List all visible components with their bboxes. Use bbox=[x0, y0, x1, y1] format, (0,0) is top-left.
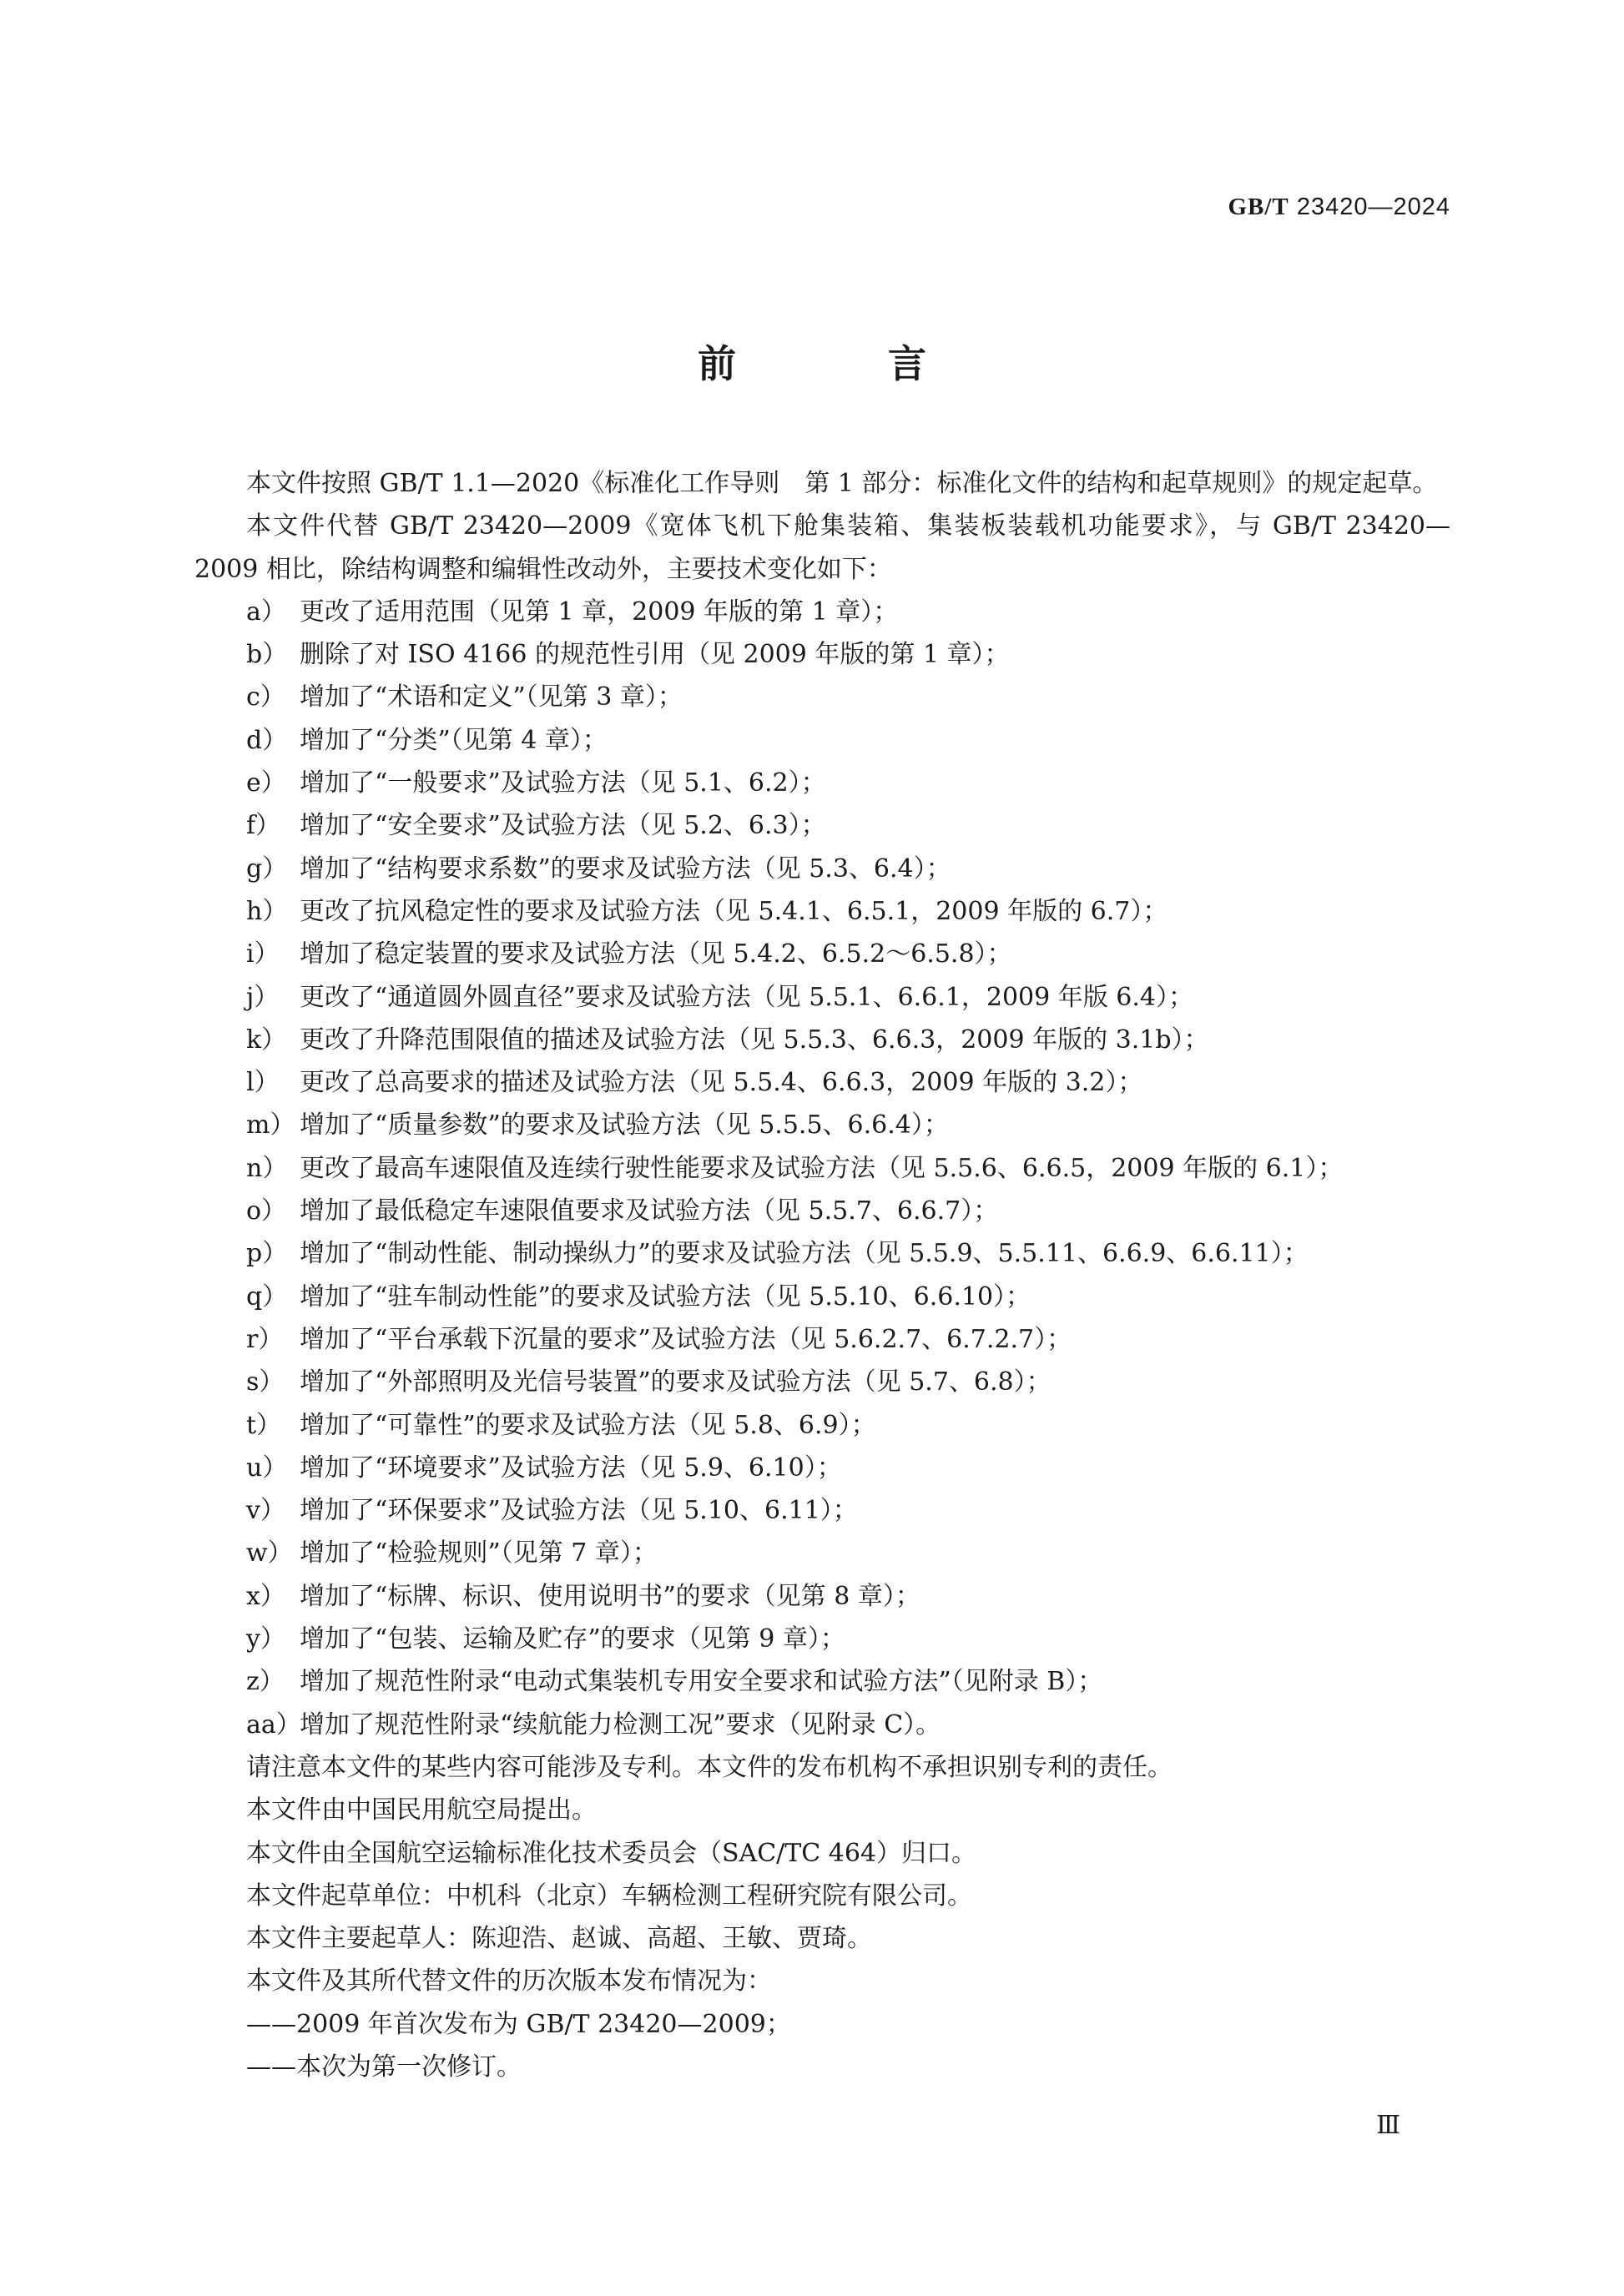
list-item-label: m） bbox=[246, 1110, 295, 1140]
list-item-text: 更改了总高要求的描述及试验方法（见 5.5.4、6.6.3，2009 年版的 3.2）； bbox=[300, 1068, 1143, 1098]
patent-notice: 请注意本文件的某些内容可能涉及专利。本文件的发布机构不承担识别专利的责任。 bbox=[246, 1752, 1173, 1782]
list-item-label: k） bbox=[246, 1025, 287, 1055]
list-item bbox=[194, 976, 1450, 1019]
list-item-label: e） bbox=[246, 768, 286, 798]
list-item-text: 更改了“通道圆外圆直径”要求及试验方法（见 5.5.1、6.6.1，2009 年版 6.4）； bbox=[300, 982, 1194, 1012]
list-item-text: 增加了“分类”（见第 4 章）； bbox=[300, 725, 608, 755]
version-history-item: ——本次为第一次修订。 bbox=[246, 2052, 522, 2082]
list-item-label: v） bbox=[246, 1496, 285, 1526]
list-item bbox=[194, 1447, 1450, 1489]
list-item-label: q） bbox=[246, 1281, 288, 1312]
replacement-paragraph: 本文件代替 GB/T 23420—2009《宽体飞机下舱集装箱、集装板装载机功能要求》，与 GB/T 23420—2009 相比，除结构调整和编辑性改动外，主要技术变化如下： bbox=[194, 511, 1450, 584]
list-item bbox=[194, 1019, 1450, 1061]
list-item-text: 更改了最高车速限值及连续行驶性能要求及试验方法（见 5.5.6、6.6.5，2009 年版的 6.1）； bbox=[300, 1153, 1344, 1183]
list-item-label: j） bbox=[246, 982, 280, 1012]
list-item-label: z） bbox=[246, 1667, 285, 1697]
list-item-text: 增加了最低稳定车速限值要求及试验方法（见 5.5.7、6.6.7）； bbox=[300, 1196, 999, 1226]
page-number: Ⅲ bbox=[1376, 2111, 1400, 2140]
list-item bbox=[194, 1660, 1450, 1703]
list-item-label: o） bbox=[246, 1196, 287, 1226]
list-item-label: n） bbox=[246, 1153, 288, 1183]
list-item-label: d） bbox=[246, 725, 288, 755]
list-item-text: 增加了“安全要求”及试验方法（见 5.2、6.3）； bbox=[300, 811, 826, 841]
list-item bbox=[194, 804, 1450, 847]
list-item-text: 增加了“环境要求”及试验方法（见 5.9、6.10）； bbox=[300, 1453, 842, 1483]
list-item-label: w） bbox=[246, 1538, 293, 1568]
list-item bbox=[194, 1618, 1450, 1660]
committee-statement: 本文件由全国航空运输标准化技术委员会（SAC/TC 464）归口。 bbox=[246, 1838, 977, 1868]
list-item-label: b） bbox=[246, 640, 288, 670]
list-item bbox=[194, 848, 1450, 890]
list-item-label: h） bbox=[246, 896, 288, 926]
list-item-text: 增加了“质量参数”的要求及试验方法（见 5.5.5、6.6.4）； bbox=[300, 1110, 949, 1140]
list-item-text: 增加了“平台承载下沉量的要求”及试验方法（见 5.6.2.7、6.7.2.7）； bbox=[300, 1324, 1072, 1354]
changes-list bbox=[194, 591, 1450, 1746]
list-item bbox=[194, 1276, 1450, 1318]
standard-code-prefix: GB/T bbox=[1228, 194, 1289, 220]
drafting-organization: 本文件起草单位：中机科（北京）车辆检测工程研究院有限公司。 bbox=[246, 1881, 972, 1911]
standard-code-number: 23420—2024 bbox=[1296, 194, 1450, 220]
list-item-text: 增加了“结构要求系数”的要求及试验方法（见 5.3、6.4）； bbox=[300, 853, 951, 884]
list-item-label: a） bbox=[246, 597, 286, 627]
list-item-text: 增加了“可靠性”的要求及试验方法（见 5.8、6.9）； bbox=[300, 1410, 876, 1440]
list-item-text: 增加了“一般要求”及试验方法（见 5.1、6.2）； bbox=[300, 768, 826, 798]
list-item-text: 增加了“驻车制动性能”的要求及试验方法（见 5.5.10、6.6.10）； bbox=[300, 1281, 1031, 1312]
list-item bbox=[194, 1532, 1450, 1574]
list-item bbox=[194, 890, 1450, 933]
list-item bbox=[194, 1190, 1450, 1232]
list-item-text: 增加了规范性附录“续航能力检测工况”要求（见附录 C）。 bbox=[300, 1709, 941, 1740]
list-item-label: p） bbox=[246, 1239, 288, 1269]
list-item-text: 更改了适用范围（见第 1 章，2009 年版的第 1 章）； bbox=[300, 597, 899, 627]
list-item-text: 增加了“制动性能、制动操纵力”的要求及试验方法（见 5.5.9、5.5.11、6.6.9、6.6.11）； bbox=[300, 1239, 1309, 1269]
proposer-statement: 本文件由中国民用航空局提出。 bbox=[246, 1795, 597, 1825]
list-item-label: y） bbox=[246, 1624, 285, 1654]
list-item-label: aa） bbox=[246, 1709, 301, 1740]
list-item-label: u） bbox=[246, 1453, 288, 1483]
list-item-text: 增加了“环保要求”及试验方法（见 5.10、6.11）； bbox=[300, 1496, 858, 1526]
list-item bbox=[194, 719, 1450, 762]
version-history-item: ——2009 年首次发布为 GB/T 23420—2009； bbox=[246, 2009, 791, 2039]
list-item bbox=[194, 1704, 1450, 1746]
list-item-text: 更改了抗风稳定性的要求及试验方法（见 5.4.1、6.5.1，2009 年版的 6.7）； bbox=[300, 896, 1168, 926]
list-item-label: t） bbox=[246, 1410, 282, 1440]
list-item bbox=[194, 1104, 1450, 1146]
list-item-label: r） bbox=[246, 1324, 284, 1354]
document-body bbox=[194, 462, 1450, 2088]
list-item bbox=[194, 762, 1450, 804]
list-item bbox=[194, 1147, 1450, 1190]
list-item-label: i） bbox=[246, 939, 280, 969]
list-item-text: 增加了“包装、运输及贮存”的要求（见第 9 章）； bbox=[300, 1624, 845, 1654]
list-item bbox=[194, 1061, 1450, 1104]
list-item-label: c） bbox=[246, 682, 285, 712]
list-item bbox=[194, 676, 1450, 718]
list-item bbox=[194, 591, 1450, 633]
list-item bbox=[194, 933, 1450, 975]
intro-paragraph: 本文件按照 GB/T 1.1—2020《标准化工作导则 第 1 部分：标准化文件的结构和起草规则》的规定起草。 bbox=[246, 469, 1438, 498]
list-item-label: g） bbox=[246, 853, 288, 884]
drafters: 本文件主要起草人：陈迎浩、赵诚、高超、王敏、贾琦。 bbox=[246, 1924, 872, 1954]
list-item-text: 删除了对 ISO 4166 的规范性引用（见 2009 年版的第 1 章）； bbox=[300, 640, 1010, 670]
list-item-text: 更改了升降范围限值的描述及试验方法（见 5.5.3、6.6.3，2009 年版的 3.1b）； bbox=[300, 1025, 1209, 1055]
list-item-label: l） bbox=[246, 1068, 280, 1098]
list-item-label: f） bbox=[246, 811, 281, 841]
list-item-text: 增加了“外部照明及光信号装置”的要求及试验方法（见 5.7、6.8）； bbox=[300, 1367, 1052, 1397]
version-history-intro: 本文件及其所代替文件的历次版本发布情况为： bbox=[246, 1966, 772, 1996]
list-item bbox=[194, 1404, 1450, 1447]
list-item-label: x） bbox=[246, 1581, 285, 1611]
list-item-label: s） bbox=[246, 1367, 285, 1397]
page-title: 前 言 bbox=[698, 341, 983, 386]
list-item bbox=[194, 633, 1450, 676]
standard-code bbox=[1228, 194, 1450, 221]
list-item-text: 增加了规范性附录“电动式集装机专用安全要求和试验方法”（见附录 B）； bbox=[300, 1667, 1103, 1697]
list-item bbox=[194, 1318, 1450, 1361]
list-item-text: 增加了“标牌、标识、使用说明书”的要求（见第 8 章）； bbox=[300, 1581, 920, 1611]
list-item bbox=[194, 1489, 1450, 1532]
list-item bbox=[194, 1232, 1450, 1275]
list-item-text: 增加了“检验规则”（见第 7 章）； bbox=[300, 1538, 658, 1568]
list-item bbox=[194, 1575, 1450, 1618]
list-item bbox=[194, 1361, 1450, 1403]
list-item-text: 增加了“术语和定义”（见第 3 章）； bbox=[300, 682, 683, 712]
list-item-text: 增加了稳定装置的要求及试验方法（见 5.4.2、6.5.2～6.5.8）； bbox=[300, 939, 1012, 969]
